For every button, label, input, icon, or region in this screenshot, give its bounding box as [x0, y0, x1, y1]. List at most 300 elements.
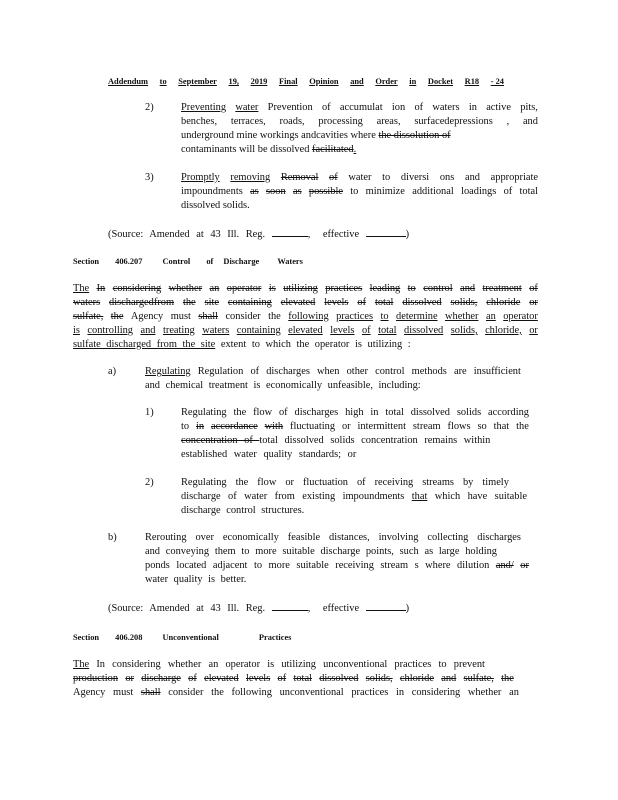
- word: water: [244, 491, 268, 502]
- header-word: and: [350, 77, 364, 86]
- item-number: 1): [145, 407, 154, 418]
- word: of: [277, 673, 287, 684]
- word: distances,: [329, 532, 370, 543]
- text-line: [145, 574, 246, 586]
- word: so: [477, 421, 487, 432]
- word: Promptly: [181, 172, 220, 183]
- word: the: [182, 297, 196, 308]
- word: to: [438, 659, 447, 670]
- word: waters: [202, 325, 230, 336]
- word: and: [460, 283, 476, 294]
- source-note: [108, 601, 409, 615]
- word: surfacedepressions: [414, 116, 493, 127]
- text-line: [145, 380, 421, 392]
- word: in: [370, 407, 379, 418]
- word: and: [464, 172, 480, 183]
- text-line: [181, 435, 490, 447]
- word: soon: [266, 186, 286, 197]
- text-run: .: [353, 144, 357, 155]
- word: an: [509, 687, 519, 698]
- source-effective-label: effective: [322, 229, 360, 240]
- word: and: [522, 116, 538, 127]
- word: Regulating: [145, 366, 191, 377]
- word: the: [235, 477, 249, 488]
- word: discharges: [294, 407, 339, 418]
- word: removing: [230, 172, 271, 183]
- word: or: [341, 421, 351, 432]
- text-line: [145, 560, 529, 572]
- reg-blank: [272, 227, 308, 237]
- word: to: [253, 560, 263, 571]
- source-comma: ,: [307, 229, 311, 240]
- word: dissolved: [404, 325, 444, 336]
- word: the: [211, 687, 224, 698]
- word: methods: [411, 366, 447, 377]
- word: active: [486, 102, 511, 113]
- text-line: [145, 546, 497, 558]
- word: of: [361, 325, 371, 336]
- word: large: [438, 546, 460, 557]
- word: an: [209, 283, 220, 294]
- word: timely: [482, 477, 509, 488]
- word: Agency: [130, 311, 164, 322]
- word: and: [441, 673, 457, 684]
- text-line: [145, 532, 521, 544]
- word: to: [181, 421, 190, 432]
- word: additional: [412, 186, 454, 197]
- word: total: [378, 325, 397, 336]
- word: appropriate: [490, 172, 538, 183]
- word: chloride,: [485, 325, 522, 336]
- word: from: [274, 491, 295, 502]
- word: water: [348, 172, 372, 183]
- word: conveying: [165, 546, 210, 557]
- word: utilizing: [281, 659, 316, 670]
- effective-blank: [366, 601, 406, 611]
- word: and: [145, 546, 161, 557]
- word: streams: [422, 477, 454, 488]
- word: of: [321, 102, 331, 113]
- header-word: to: [159, 77, 167, 86]
- text-line: [181, 491, 527, 503]
- word: fluctuation: [302, 477, 348, 488]
- word: utilizing: [283, 283, 318, 294]
- word: or: [285, 477, 294, 488]
- word: elevated: [280, 297, 316, 308]
- word: shall: [140, 687, 161, 698]
- word: shall: [198, 311, 218, 322]
- word: consider: [225, 311, 261, 322]
- text-line: [181, 130, 451, 142]
- word: benches,: [181, 116, 218, 127]
- word: containing: [236, 325, 281, 336]
- word: the: [110, 311, 124, 322]
- word: economically: [222, 532, 279, 543]
- text-run: and chemical treatment is economically unfeasible, including:: [145, 380, 421, 391]
- text-line: [181, 144, 356, 156]
- word: suitable: [494, 491, 527, 502]
- word: points,: [365, 546, 394, 557]
- text-run: facilitated: [312, 144, 354, 155]
- word: prevent: [453, 659, 485, 670]
- text-line: [73, 325, 538, 337]
- section-number: 406.207: [115, 257, 143, 266]
- word: discharge: [141, 673, 181, 684]
- source-note: [108, 227, 409, 241]
- word: Regulation: [197, 366, 244, 377]
- word: have: [467, 491, 488, 502]
- header-word: Docket: [427, 77, 454, 86]
- word: involving: [378, 532, 419, 543]
- section-label: Section: [73, 633, 100, 642]
- word: total: [385, 407, 404, 418]
- word: dissolved: [319, 673, 359, 684]
- word: solids: [456, 407, 482, 418]
- text-line: [181, 477, 509, 489]
- text-line: [181, 505, 304, 517]
- word: Rerouting: [145, 532, 187, 543]
- word: or: [125, 673, 134, 684]
- word: must: [170, 311, 191, 322]
- word: of: [278, 407, 288, 418]
- word: impoundments: [181, 186, 243, 197]
- word: of: [356, 477, 366, 488]
- source-comma: ,: [307, 603, 311, 614]
- word: an: [208, 659, 219, 670]
- word: In: [96, 659, 105, 670]
- word: as: [292, 186, 302, 197]
- text-line: [181, 449, 356, 461]
- word: other: [346, 366, 368, 377]
- text-run: contaminants will be dissolved: [181, 144, 313, 155]
- word: Preventing: [181, 102, 227, 113]
- word: intermittent: [357, 421, 406, 432]
- word: considering: [112, 659, 161, 670]
- word: practices: [351, 687, 389, 698]
- word: levels: [324, 297, 349, 308]
- section-heading: [73, 632, 291, 644]
- word: diversi: [400, 172, 430, 183]
- text-line: [181, 172, 538, 184]
- reg-blank: [272, 601, 308, 611]
- word: more: [268, 560, 290, 571]
- text-run: total dissolved solids concentration remains within: [259, 435, 491, 446]
- word: dissolved: [410, 407, 450, 418]
- header-word: Order: [375, 77, 398, 86]
- word: receiving: [335, 560, 374, 571]
- word: operator: [503, 311, 538, 322]
- word: processing: [318, 116, 363, 127]
- word: consider: [168, 687, 204, 698]
- word: flows: [447, 421, 471, 432]
- word: ons: [439, 172, 455, 183]
- header-word: - 24: [490, 77, 504, 86]
- source-effective-label: effective: [322, 603, 360, 614]
- text-line: [73, 659, 485, 671]
- word: roads,: [279, 116, 305, 127]
- word: Regulating: [181, 407, 227, 418]
- word: discharge: [320, 546, 361, 557]
- word: unconventional: [323, 659, 388, 670]
- word: them: [214, 546, 236, 557]
- text-line: [181, 200, 250, 212]
- item-number: b): [108, 532, 117, 543]
- word: production: [73, 673, 119, 684]
- header-word: Opinion: [309, 77, 339, 86]
- word: considering: [411, 687, 461, 698]
- word: total: [293, 673, 312, 684]
- text-line: [181, 116, 538, 128]
- text-line: [181, 407, 529, 419]
- word: whether: [167, 659, 202, 670]
- text-run: underground mine workings andcavities where: [181, 130, 379, 141]
- section-title-word: Waters: [277, 257, 303, 266]
- word: such: [399, 546, 419, 557]
- word: control: [423, 283, 453, 294]
- header-word: Final: [278, 77, 298, 86]
- word: insufficient: [473, 366, 521, 377]
- word: to: [380, 311, 389, 322]
- word: by: [462, 477, 474, 488]
- word: to: [241, 546, 250, 557]
- text-line: [73, 339, 411, 351]
- word: stream: [412, 421, 441, 432]
- word: chloride: [399, 673, 434, 684]
- word: levels: [246, 673, 271, 684]
- word: treatment: [482, 283, 522, 294]
- word: of: [529, 283, 538, 294]
- section-title-word: Control: [162, 257, 191, 266]
- word: as: [424, 546, 434, 557]
- word: feasible: [287, 532, 321, 543]
- header-word: R18: [464, 77, 480, 86]
- word: determine: [396, 311, 438, 322]
- word: discharge: [181, 491, 221, 502]
- item-number: 2): [145, 477, 154, 488]
- header-word: in: [409, 77, 417, 86]
- word: Removal: [280, 172, 319, 183]
- text-line: [73, 283, 538, 295]
- text-run: the dissolution of: [378, 130, 451, 141]
- word: pits,: [520, 102, 538, 113]
- word: or: [529, 297, 538, 308]
- word: collecting: [427, 532, 469, 543]
- word: impoundments: [342, 491, 405, 502]
- header-word: September: [178, 77, 217, 86]
- word: waters: [432, 102, 460, 113]
- text-line: [145, 366, 521, 378]
- word: treating: [162, 325, 195, 336]
- section-heading: [73, 256, 303, 268]
- word: containing: [227, 297, 272, 308]
- word: fluctuating: [290, 421, 336, 432]
- word: sulfate,: [463, 673, 494, 684]
- word: total: [374, 297, 394, 308]
- word: dilution: [457, 560, 490, 571]
- word: In: [96, 283, 106, 294]
- section-label: Section: [73, 257, 100, 266]
- word: of: [228, 491, 237, 502]
- word: site: [204, 297, 220, 308]
- word: operator: [226, 283, 262, 294]
- word: to: [382, 172, 391, 183]
- effective-blank: [366, 227, 406, 237]
- word: areas,: [376, 116, 401, 127]
- word: leading: [369, 283, 401, 294]
- text-run: concentration of: [181, 435, 260, 446]
- word: solids,: [450, 297, 478, 308]
- word: Agency: [73, 687, 106, 698]
- text-line: [73, 297, 538, 309]
- word: flow: [253, 407, 273, 418]
- word: and: [140, 325, 156, 336]
- word: following: [288, 311, 329, 322]
- word: operator: [225, 659, 261, 670]
- word: an: [485, 311, 496, 322]
- word: minimize: [365, 186, 405, 197]
- word: whether: [168, 283, 203, 294]
- word: suitable: [296, 560, 329, 571]
- word: The: [73, 283, 90, 294]
- source-close: ): [405, 229, 410, 240]
- word: Regulating: [181, 477, 227, 488]
- word: must: [113, 687, 134, 698]
- item-number: 3): [145, 172, 154, 183]
- word: of: [188, 673, 197, 684]
- text-run: dissolved solids.: [181, 200, 250, 211]
- word: to: [350, 186, 359, 197]
- word: chloride: [486, 297, 521, 308]
- word: flow: [257, 477, 277, 488]
- word: the: [516, 421, 529, 432]
- word: water: [235, 102, 259, 113]
- word: existing: [302, 491, 336, 502]
- text-line: [181, 421, 529, 433]
- word: solids,: [365, 673, 393, 684]
- text-line: [73, 687, 519, 699]
- word: total: [519, 186, 538, 197]
- word: is: [73, 325, 80, 336]
- word: the: [268, 311, 281, 322]
- word: whether: [467, 687, 502, 698]
- source-prefix: (Source: Amended at 43 Ill. Reg.: [108, 229, 266, 240]
- word: or: [520, 560, 529, 571]
- word: and/: [495, 560, 514, 571]
- word: discharges: [266, 366, 310, 377]
- word: unconventional: [279, 687, 344, 698]
- word: which: [434, 491, 461, 502]
- word: ion: [391, 102, 406, 113]
- word: solids,: [450, 325, 478, 336]
- word: discharges: [477, 532, 521, 543]
- section-title-word: Practices: [258, 633, 292, 642]
- word: elevated: [204, 673, 239, 684]
- word: of: [357, 297, 367, 308]
- word: are: [453, 366, 467, 377]
- item-number: 2): [145, 102, 154, 113]
- text-run: extent to which the operator is utilizing :: [215, 339, 411, 350]
- text-run: water quality is better.: [145, 574, 247, 585]
- text-line: [73, 311, 538, 323]
- word: of: [329, 172, 338, 183]
- word: stream: [380, 560, 409, 571]
- word: practices: [394, 659, 432, 670]
- word: s: [414, 560, 419, 571]
- word: is: [268, 283, 276, 294]
- word: control: [375, 366, 405, 377]
- section-title-word: Discharge: [223, 257, 260, 266]
- word: high: [345, 407, 364, 418]
- section-number: 406.208: [115, 633, 143, 642]
- word: that: [411, 491, 428, 502]
- header-word: 2019: [250, 77, 268, 86]
- word: located: [176, 560, 207, 571]
- text-line: [181, 186, 538, 198]
- source-prefix: (Source: Amended at 43 Ill. Reg.: [108, 603, 266, 614]
- item-number: a): [108, 366, 117, 377]
- section-title-word: Unconventional: [162, 633, 219, 642]
- text-line: [73, 673, 514, 685]
- word: or: [529, 325, 538, 336]
- word: according: [488, 407, 529, 418]
- word: more: [255, 546, 277, 557]
- word: following: [231, 687, 272, 698]
- word: accumulat: [339, 102, 383, 113]
- word: of: [414, 102, 424, 113]
- word: in: [468, 102, 477, 113]
- word: practices: [325, 283, 363, 294]
- word: considering: [112, 283, 162, 294]
- word: with: [264, 421, 284, 432]
- header-word: Addendum: [108, 77, 149, 86]
- word: in: [395, 687, 405, 698]
- word: dischargedfrom: [109, 297, 175, 308]
- text-run: discharge control structures.: [181, 505, 305, 516]
- word: dissolved: [402, 297, 442, 308]
- word: of: [250, 366, 260, 377]
- word: elevated: [288, 325, 323, 336]
- word: waters: [73, 297, 101, 308]
- word: suitable: [282, 546, 315, 557]
- word: loadings: [461, 186, 497, 197]
- word: over: [195, 532, 214, 543]
- word: the: [501, 673, 514, 684]
- word: Prevention: [267, 102, 313, 113]
- word: of: [503, 186, 513, 197]
- word: the: [233, 407, 247, 418]
- word: where: [425, 560, 451, 571]
- word: holding: [465, 546, 497, 557]
- word: possible: [308, 186, 343, 197]
- word: levels: [330, 325, 355, 336]
- word: practices: [336, 311, 374, 322]
- word: adjacent: [212, 560, 248, 571]
- section-title-word: of: [206, 257, 214, 266]
- word: is: [267, 659, 275, 670]
- running-header: [108, 76, 504, 88]
- word: ,: [506, 116, 510, 127]
- text-run: established water quality standards; or: [181, 449, 357, 460]
- text-run: sulfate discharged from the site: [73, 339, 216, 350]
- word: that: [493, 421, 510, 432]
- word: controlling: [87, 325, 134, 336]
- word: whether: [445, 311, 479, 322]
- text-line: [181, 102, 538, 114]
- word: receiving: [374, 477, 414, 488]
- source-close: ): [405, 603, 410, 614]
- word: in: [196, 421, 205, 432]
- word: to: [407, 283, 416, 294]
